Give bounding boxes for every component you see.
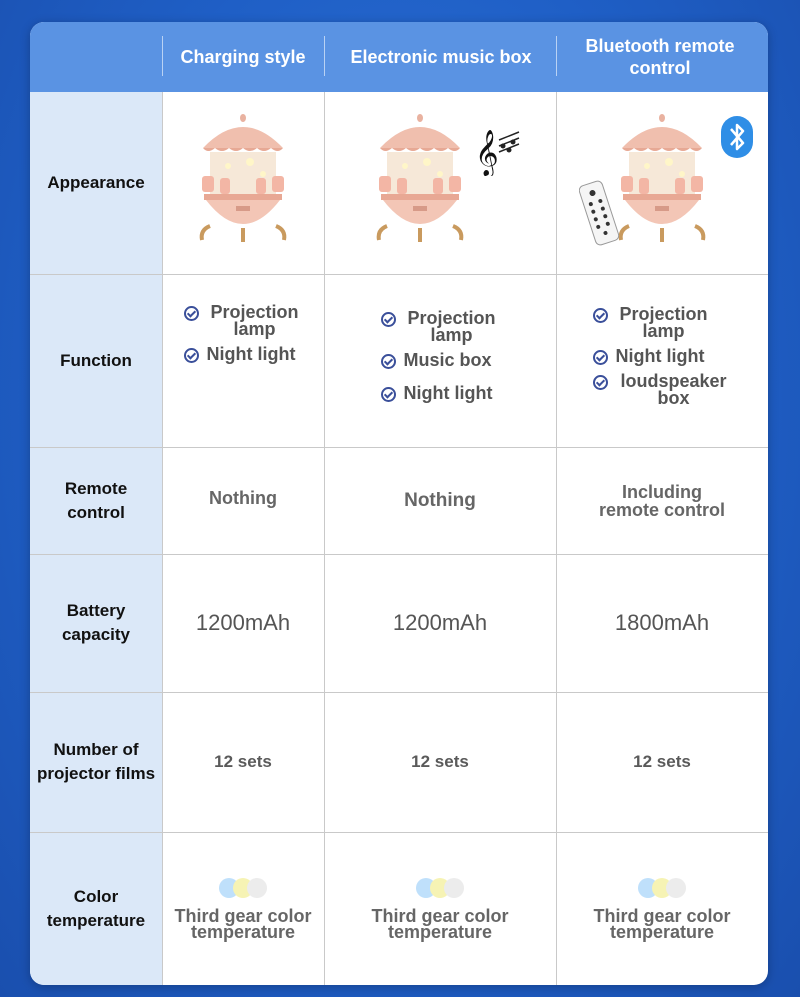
battery-cell-charging: 1200mAh bbox=[195, 610, 291, 635]
comparison-table bbox=[30, 22, 768, 985]
column-header-bluetooth: Bluetooth remote control bbox=[585, 36, 735, 78]
check-circle-icon bbox=[593, 308, 608, 323]
table-header bbox=[30, 22, 768, 92]
color-swatch bbox=[444, 878, 464, 898]
list-item: Projection lamp bbox=[593, 306, 712, 340]
row-label-appearance: Appearance bbox=[47, 173, 145, 192]
list-item: Night light bbox=[593, 348, 705, 365]
list-item: Projection lamp bbox=[184, 304, 303, 338]
carousel-lamp-image bbox=[607, 108, 717, 258]
remote-cell-bluetooth: Including remote control bbox=[598, 481, 726, 520]
color-swatches bbox=[641, 878, 683, 898]
check-circle-icon bbox=[184, 348, 199, 363]
list-item: Night light bbox=[381, 385, 493, 402]
color-swatch bbox=[666, 878, 686, 898]
films-cell-bluetooth: 12 sets bbox=[633, 752, 691, 771]
function-list bbox=[381, 310, 500, 402]
function-cell-music-box bbox=[324, 274, 556, 447]
color-cell-charging: Third gear color temperature bbox=[162, 832, 324, 985]
check-circle-icon bbox=[184, 306, 199, 321]
list-item: Projection lamp bbox=[381, 310, 500, 344]
row-label-function: Function bbox=[60, 350, 132, 370]
battery-cell-bluetooth: 1800mAh bbox=[614, 610, 710, 635]
remote-cell-music-box: Nothing bbox=[404, 489, 476, 511]
music-note-icon bbox=[473, 126, 523, 176]
header-separator bbox=[556, 36, 557, 76]
check-circle-icon bbox=[381, 387, 396, 402]
color-swatch bbox=[247, 878, 267, 898]
check-circle-icon bbox=[381, 354, 396, 369]
row-label-battery: Battery capacity bbox=[61, 601, 131, 644]
color-swatches bbox=[222, 878, 264, 898]
list-item: Night light bbox=[184, 346, 296, 363]
product-image-bluetooth bbox=[556, 92, 768, 274]
function-cell-charging bbox=[162, 274, 324, 447]
row-label-projector-films: Number of projector films bbox=[36, 740, 156, 783]
function-list bbox=[593, 306, 732, 407]
function-list bbox=[184, 304, 303, 363]
list-item: Music box bbox=[381, 352, 492, 369]
product-image-charging bbox=[162, 92, 324, 274]
color-swatches bbox=[419, 878, 461, 898]
product-image-music-box bbox=[324, 92, 556, 274]
column-header-charging: Charging style bbox=[180, 47, 306, 67]
remote-cell-charging: Nothing bbox=[209, 488, 277, 508]
svg-text:𝄞: 𝄞 bbox=[475, 130, 499, 176]
films-cell-charging: 12 sets bbox=[214, 752, 272, 771]
header-separator bbox=[324, 36, 325, 76]
row-label-remote-control: Remote control bbox=[64, 478, 128, 522]
column-header-music-box: Electronic music box bbox=[350, 47, 532, 67]
bluetooth-icon bbox=[721, 116, 753, 158]
check-circle-icon bbox=[381, 312, 396, 327]
battery-cell-music-box: 1200mAh bbox=[392, 610, 488, 635]
remote-control-icon bbox=[579, 178, 619, 248]
function-cell-bluetooth bbox=[556, 274, 768, 447]
carousel-lamp-image bbox=[365, 108, 475, 258]
color-cell-bluetooth: Third gear color temperature bbox=[556, 832, 768, 985]
check-circle-icon bbox=[593, 375, 608, 390]
color-cell-music-box: Third gear color temperature bbox=[324, 832, 556, 985]
check-circle-icon bbox=[593, 350, 608, 365]
list-item: loudspeaker box bbox=[593, 373, 732, 407]
carousel-lamp-image bbox=[188, 108, 298, 258]
row-label-color-temperature: Color temperature bbox=[46, 886, 146, 930]
films-cell-music-box: 12 sets bbox=[411, 752, 469, 771]
